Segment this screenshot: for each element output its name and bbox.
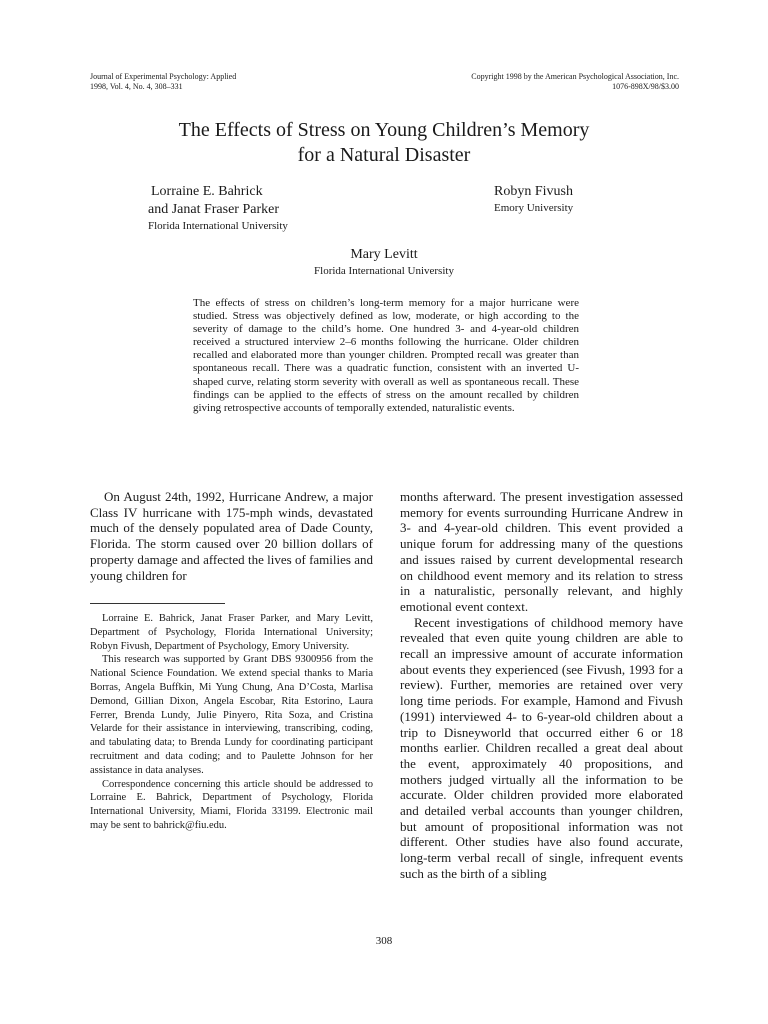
author-name: Robyn Fivush <box>494 184 573 199</box>
author-group-2 <box>494 183 573 215</box>
body-paragraph: On August 24th, 1992, Hurricane Andrew, a major Class IV hurricane with 175-mph winds, devastated much of the densely populated area of Dade County, Florida. The storm caused over 20 billion dollars of property damage and affected the lives of families and young children for <box>90 489 373 583</box>
author-note-affiliations: Lorraine E. Bahrick, Janat Fraser Parker, and Mary Levitt, Department of Psychology, Florida International University; Robyn Fivush, Department of Psychology, Emory University. <box>90 613 373 652</box>
footnote-divider <box>90 603 225 604</box>
copyright-notice <box>471 72 679 92</box>
article-title <box>0 118 768 168</box>
author-note-funding: This research was supported by Grant DBS 9300956 from the National Science Foundation. We extend special thanks to Maria Borras, Angela Buffkin, Mi Yung Chung, Ana D’Costa, Marlisa Demond, Gillian Dixon, Angela Escobar, Rita Estorino, Laura Ferrer, Brenda Lundy, Julie Pinyero, Rita Soza, and Cristina Velarde for their assistance in interviewing, transcribing, coding, and tabulating data; to Brenda Lundy for coordinating participant recruitment and data coding; and to Paulette Johnson for her assistance in data analyses. <box>90 654 373 776</box>
issn-line: 1076-898X/98/$3.00 <box>612 82 679 91</box>
journal-volume: 1998, Vol. 4, No. 4, 308–331 <box>90 82 183 91</box>
author-group-3 <box>0 246 768 278</box>
page-number: 308 <box>375 935 393 947</box>
title-line-2: for a Natural Disaster <box>297 144 471 166</box>
title-line-1: The Effects of Stress on Young Children’s Memory <box>178 119 590 141</box>
author-note-correspondence: Correspondence concerning this article should be addressed to Lorraine E. Bahrick, Department of Psychology, Florida International University, Miami, Florida 33199. Electronic mail may be sent to bahrick@fiu.edu. <box>90 778 373 831</box>
author-affiliation: Florida International University <box>314 265 454 277</box>
journal-citation <box>90 72 236 92</box>
body-column-right <box>400 489 683 882</box>
body-paragraph: Recent investigations of childhood memory have revealed that even quite young children are able to recall an impressive amount of accurate information about events they experienced (see Fivush, 1993 for a review). Further, memories are retained over very long time periods. For example, Hamond and Fivush (1991) interviewed 4- to 6-year-old children about a trip to Disneyworld that occurred either 6 or 18 months earlier. Children recalled a great deal about the event, approximately 40 propositions, and mothers judged virtually all the information to be accurate. Older children provided more elaborated and detailed verbal accounts than younger children, but amount of propositional information was not different. Other studies have also found accurate, long-term verbal recall of single, infrequent events such as the birth of a sibling <box>400 614 683 881</box>
body-paragraph: months afterward. The present investigation assessed memory for events surrounding Hurricane Andrew in 3- and 4-year-old children. This event provided a unique forum for addressing many of the questions and issues raised by current developmental research on childhood event memory and its relation to stress in a naturalistic, personally relevant, and highly emotional event context. <box>400 489 683 614</box>
body-column-left <box>90 489 373 583</box>
author-group-1 <box>148 183 288 233</box>
abstract: The effects of stress on children’s long-term memory for a major hurricane were studied. Stress was objectively defined as low, moderate, or high according to the severity of damage to the child’s home. One hundred 3- and 4-year-old children received a structured interview 2–6 months following the hurricane. Older children recalled and elaborated more than younger children. Prompted recall was greater than spontaneous recall. There was a quadratic function, consistent with an inverted U-shaped curve, relating storm severity with overall as well as spontaneous recall. These findings can be applied to the effects of stress on the amount recalled by children giving retrospective accounts of temporally extended, naturalistic events. <box>193 297 579 414</box>
author-name-line-1: Lorraine E. Bahrick <box>151 184 263 199</box>
journal-name: Journal of Experimental Psychology: Applied <box>90 72 237 81</box>
author-affiliation: Emory University <box>494 202 574 214</box>
author-affiliation: Florida International University <box>148 220 288 232</box>
author-name: Mary Levitt <box>350 247 418 262</box>
author-notes <box>90 612 373 833</box>
author-name-line-2: and Janat Fraser Parker <box>148 202 280 217</box>
copyright-line: Copyright 1998 by the American Psychological Association, Inc. <box>471 72 679 81</box>
